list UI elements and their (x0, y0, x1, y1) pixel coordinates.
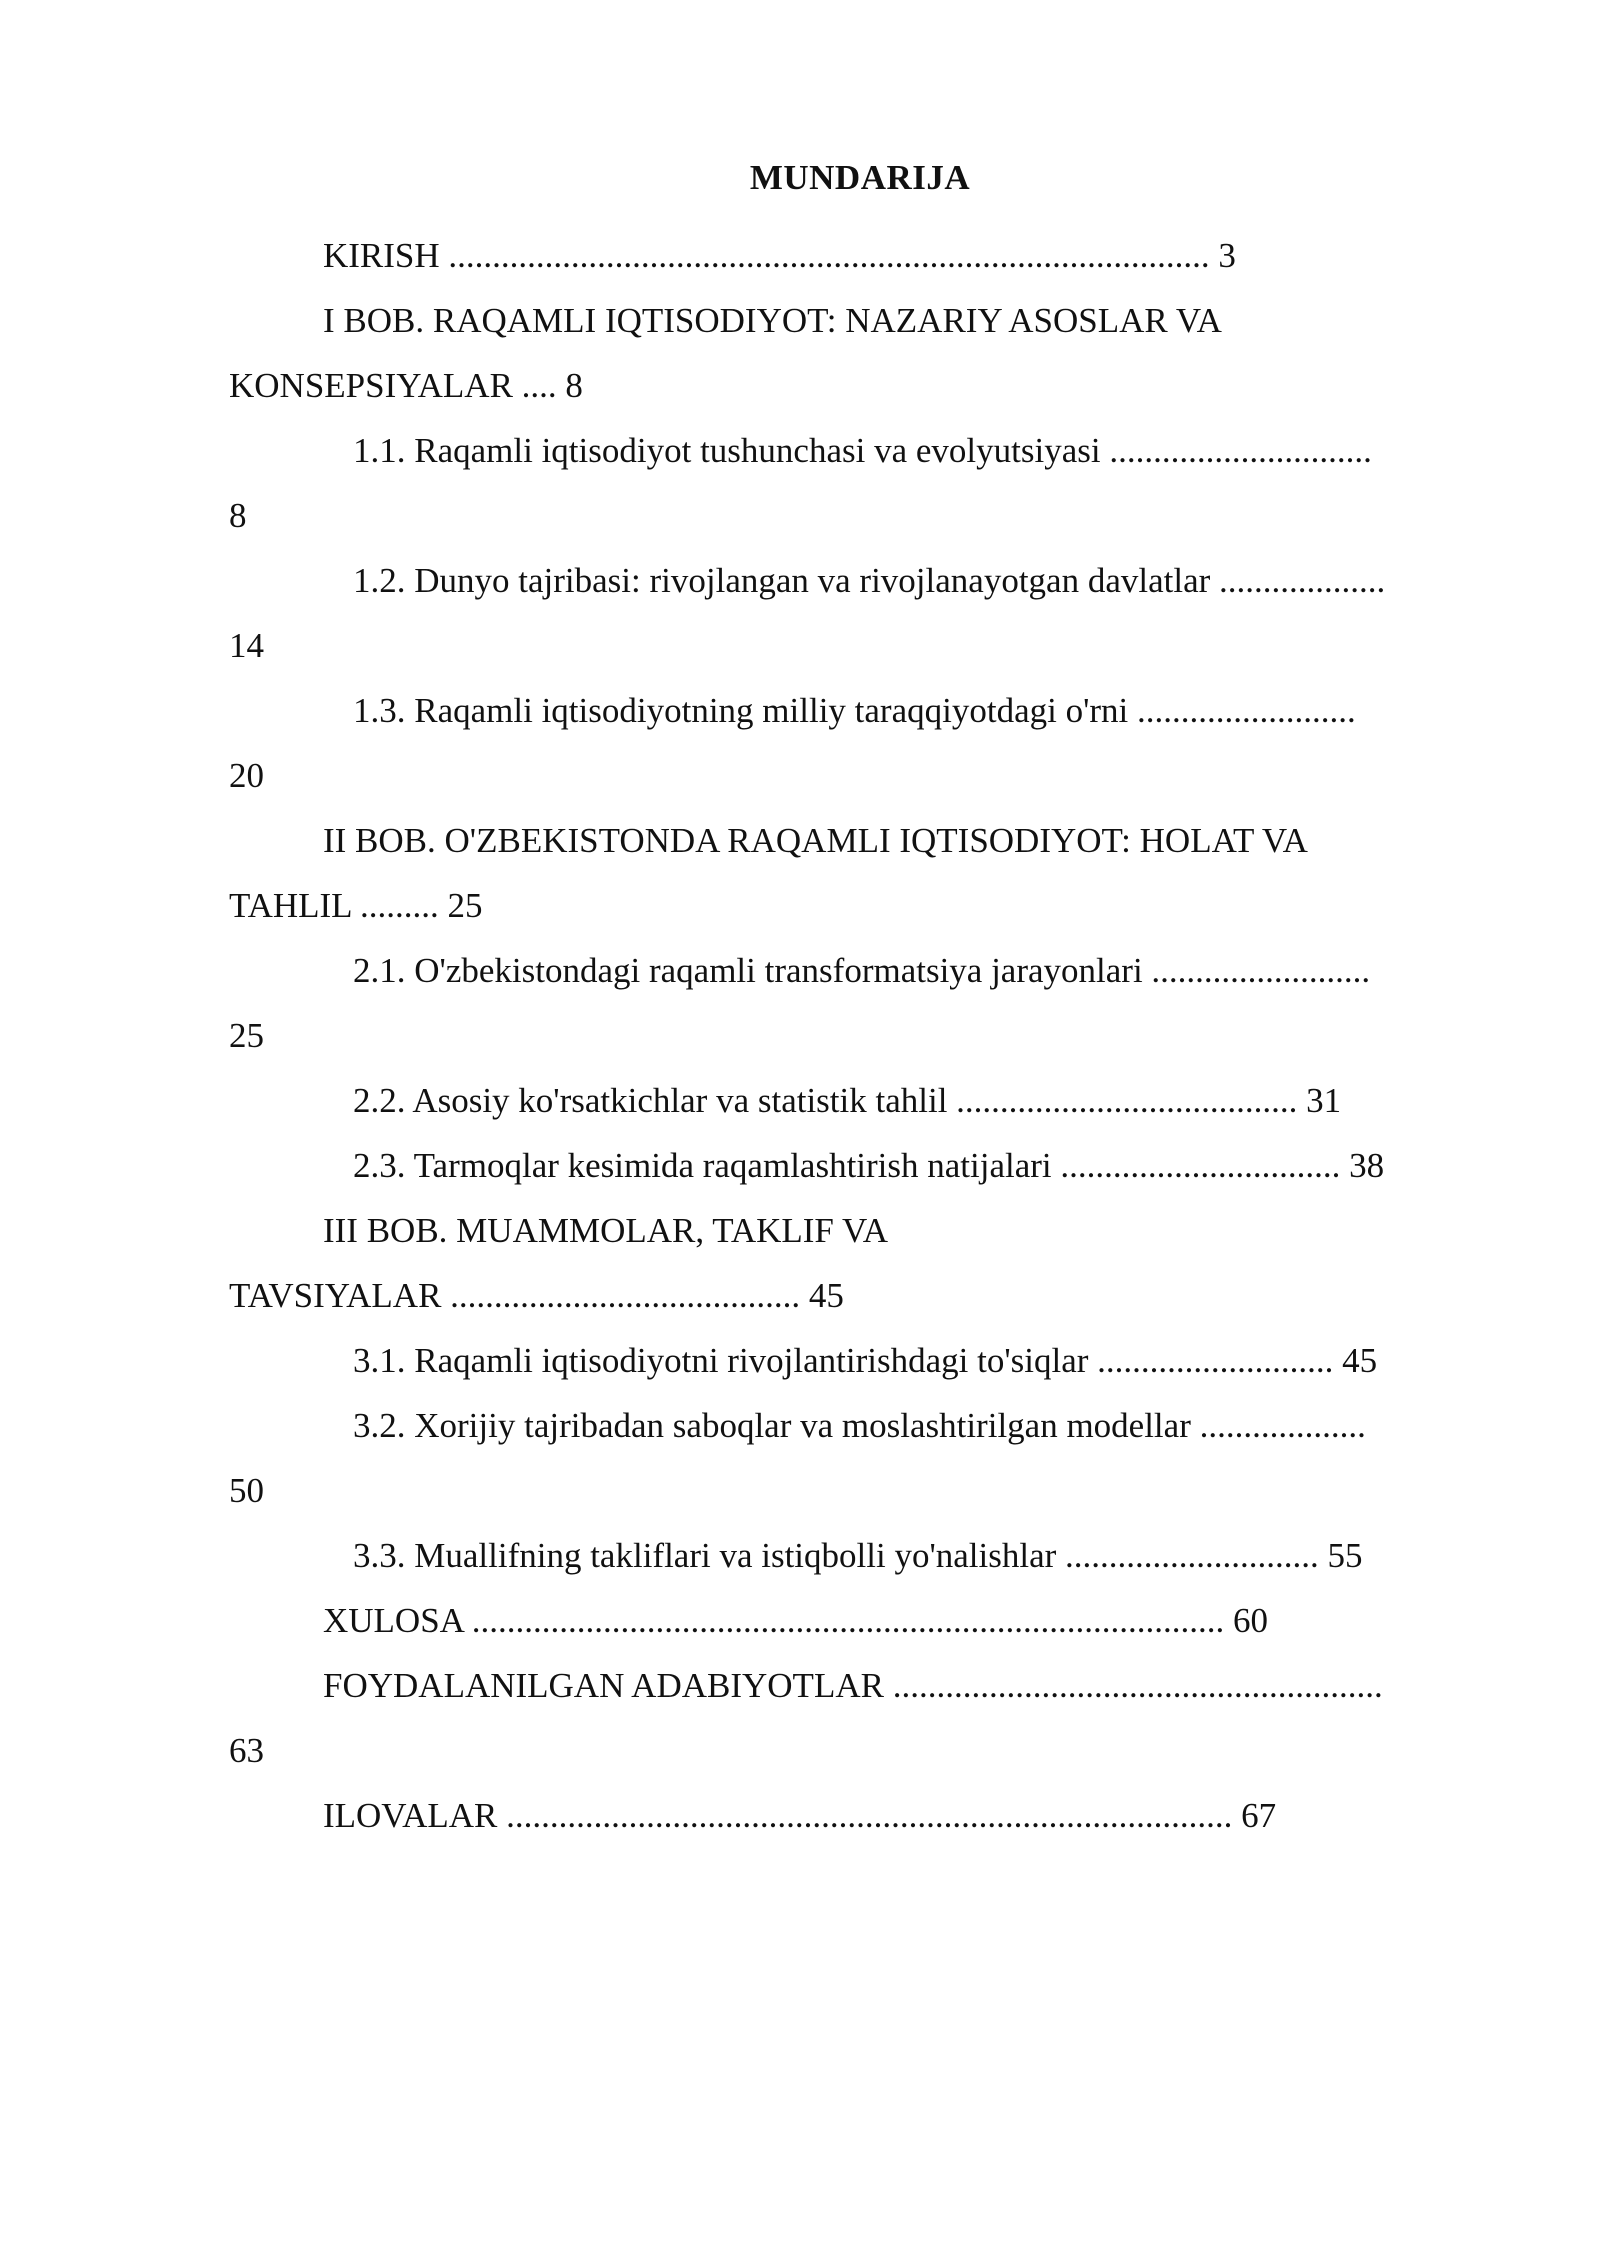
toc-entry-ilovalar: ILOVALAR ................................................................................... 67 (323, 1796, 1277, 1835)
toc-entry-xulosa: XULOSA ...................................................................................... 60 (323, 1601, 1269, 1640)
toc-chapter-3-line-2: TAVSIYALAR ........................................ 45 (229, 1276, 844, 1315)
toc-section-1-2: 1.2. Dunyo tajribasi: rivojlangan va rivojlanayotgan davlatlar ................... (353, 561, 1386, 600)
toc-chapter-3-line-1: III BOB. MUAMMOLAR, TAKLIF VA (323, 1211, 889, 1250)
toc-chapter-2-line-1: II BOB. O'ZBEKISTONDA RAQAMLI IQTISODIYOT: HOLAT VA (323, 821, 1308, 860)
toc-section-3-2: 3.2. Xorijiy tajribadan saboqlar va moslashtirilgan modellar ................... (353, 1406, 1366, 1445)
toc-entry-adabiyotlar-page: 63 (229, 1731, 264, 1770)
toc-section-1-1: 1.1. Raqamli iqtisodiyot tushunchasi va evolyutsiyasi .............................. (353, 431, 1372, 470)
toc-section-2-1-page: 25 (229, 1016, 264, 1055)
toc-section-1-2-page: 14 (229, 626, 264, 665)
toc-chapter-2-line-2: TAHLIL ......... 25 (229, 886, 483, 925)
toc-chapter-1-line-2: KONSEPSIYALAR .... 8 (229, 366, 583, 405)
toc-section-1-3-page: 20 (229, 756, 264, 795)
toc-chapter-1-line-1: I BOB. RAQAMLI IQTISODIYOT: NAZARIY ASOSLAR VA (323, 301, 1222, 340)
toc-entry-adabiyotlar: FOYDALANILGAN ADABIYOTLAR ........................................................ (323, 1666, 1383, 1705)
toc-entry-kirish: KIRISH ....................................................................................... 3 (323, 236, 1236, 275)
toc-section-1-1-page: 8 (229, 496, 247, 535)
toc-title: MUNDARIJA (749, 158, 971, 197)
toc-section-1-3: 1.3. Raqamli iqtisodiyotning milliy taraqqiyotdagi o'rni ......................... (353, 691, 1356, 730)
toc-section-2-3: 2.3. Tarmoqlar kesimida raqamlashtirish natijalari ................................ 38 (353, 1146, 1385, 1185)
toc-section-3-3: 3.3. Muallifning takliflari va istiqbolli yo'nalishlar ............................. 55 (353, 1536, 1363, 1575)
toc-section-2-2: 2.2. Asosiy ko'rsatkichlar va statistik tahlil ....................................... 31 (353, 1081, 1342, 1120)
toc-section-2-1: 2.1. O'zbekistondagi raqamli transformatsiya jarayonlari ......................... (353, 951, 1371, 990)
toc-section-3-1: 3.1. Raqamli iqtisodiyotni rivojlantirishdagi to'siqlar ........................... 45 (353, 1341, 1378, 1380)
toc-section-3-2-page: 50 (229, 1471, 264, 1510)
